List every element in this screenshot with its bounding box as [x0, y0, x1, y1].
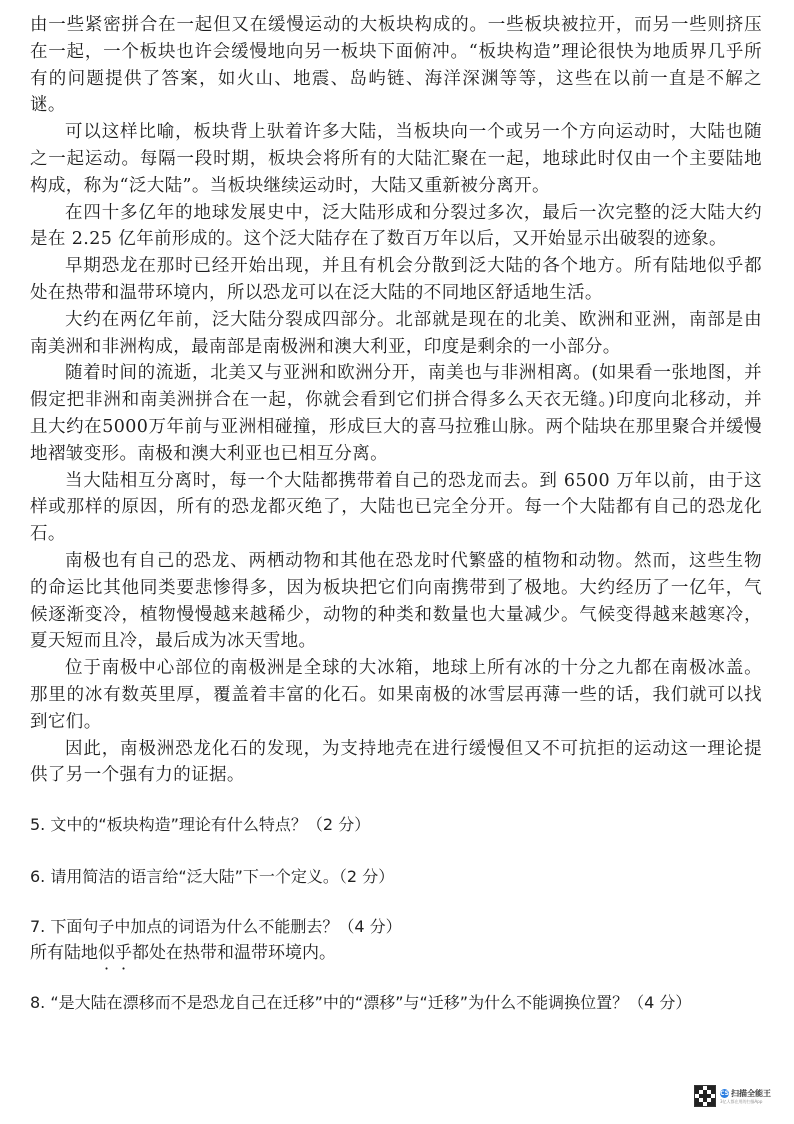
scanner-watermark — [694, 1082, 786, 1110]
example-text-after: 都处在热带和温带环境内。 — [132, 943, 336, 963]
question-7-example-sentence — [30, 940, 770, 966]
article-body — [30, 12, 762, 789]
watermark-subtitle: 3亿人都在用的扫描App — [720, 1098, 763, 1104]
paragraph: 因此，南极洲恐龙化石的发现，为支持地壳在进行缓慢但又不可抗拒的运动这一理论提供了另一个强有力的证据。 — [30, 738, 762, 786]
paragraph: 可以这样比喻，板块背上驮着许多大陆，当板块向一个或另一个方向运动时，大陆也随之一起运动。每隔一段时期，板块会将所有的大陆汇聚在一起，地球此时仅由一个主要陆地构成，称为“泛大陆”。当板块继续运动时，大陆又重新被分离开。 — [30, 122, 762, 196]
dotted-char: 似 — [98, 943, 115, 963]
paragraph: 南极也有自己的恐龙、两栖动物和其他在恐龙时代繁盛的植物和动物。然而，这些生物的命运比其他同类要悲惨得多，因为板块把它们向南携带到了极地。大约经历了一亿年，气候逐渐变冷，植物慢慢越来越稀少，动物的种类和数量也大量减少。气候变得越来越寒冷，夏天短而且冷，最后成为冰天雪地。 — [30, 550, 762, 652]
paragraph: 随着时间的流逝，北美又与亚洲和欧洲分开，南美也与非洲相离。(如果看一张地图，并假定把非洲和南美洲拼合在一起，你就会看到它们拼合得多么天衣无缝。)印度向北移动，并且大约在5000万年前与亚洲相碰撞，形成巨大的喜马拉雅山脉。两个陆块在那里聚合并缓慢地褶皱变形。南极和澳大利亚也已相互分离。 — [30, 363, 762, 464]
paragraph: 位于南极中心部位的南极洲是全球的大冰箱，地球上所有冰的十分之九都在南极冰盖。那里的冰有数英里厚，覆盖着丰富的化石。如果南极的冰雪层再薄一些的话，我们就可以找到它们。 — [30, 658, 762, 732]
paragraph: 大约在两亿年前，泛大陆分裂成四部分。北部就是现在的北美、欧洲和亚洲，南部是由南美洲和非洲构成，最南部是南极洲和澳大利亚，印度是剩余的一小部分。 — [30, 309, 762, 357]
paragraph: 早期恐龙在那时已经开始出现，并且有机会分散到泛大陆的各个地方。所有陆地似乎都处在热带和温带环境内，所以恐龙可以在泛大陆的不同地区舒适地生活。 — [30, 256, 762, 303]
question-8: 8. “是大陆在漂移而不是恐龙自己在迁移”中的“漂移”与“迁移”为什么不能调换位置？（4 分） — [30, 993, 692, 1012]
question-6: 6. 请用简洁的语言给“泛大陆”下一个定义。（2 分） — [30, 867, 395, 886]
camscanner-logo-icon: CS — [720, 1089, 729, 1097]
example-text-before: 所有陆地 — [30, 943, 98, 963]
question-7: 7. 下面句子中加点的词语为什么不能删去？（4 分） — [30, 917, 402, 936]
question-5: 5. 文中的“板块构造”理论有什么特点？（2 分） — [30, 815, 371, 834]
qr-code-icon — [694, 1085, 716, 1107]
dotted-char: 乎 — [115, 943, 132, 963]
paragraph: 由一些紧密拼合在一起但又在缓慢运动的大板块构成的。一些板块被拉开，而另一些则挤压在一起，一个板块也许会缓慢地向另一板块下面俯冲。“板块构造”理论很快为地质界几乎所有的问题提供了答案，如火山、地震、岛屿链、海洋深渊等等，这些在以前一直是不解之谜。 — [30, 15, 762, 116]
paragraph: 在四十多亿年的地球发展史中，泛大陆形成和分裂过多次，最后一次完整的泛大陆大约是在 2.25 亿年前形成的。这个泛大陆存在了数百万年以后，又开始显示出破裂的迹象。 — [30, 202, 762, 250]
watermark-brand: 扫描全能王 — [731, 1088, 771, 1098]
paragraph: 当大陆相互分离时，每一个大陆都携带着自己的恐龙而去。到 6500 万年以前，由于这样或那样的原因，所有的恐龙都灭绝了，大陆也已完全分开。每一个大陆都有自己的恐龙化石。 — [30, 470, 762, 545]
